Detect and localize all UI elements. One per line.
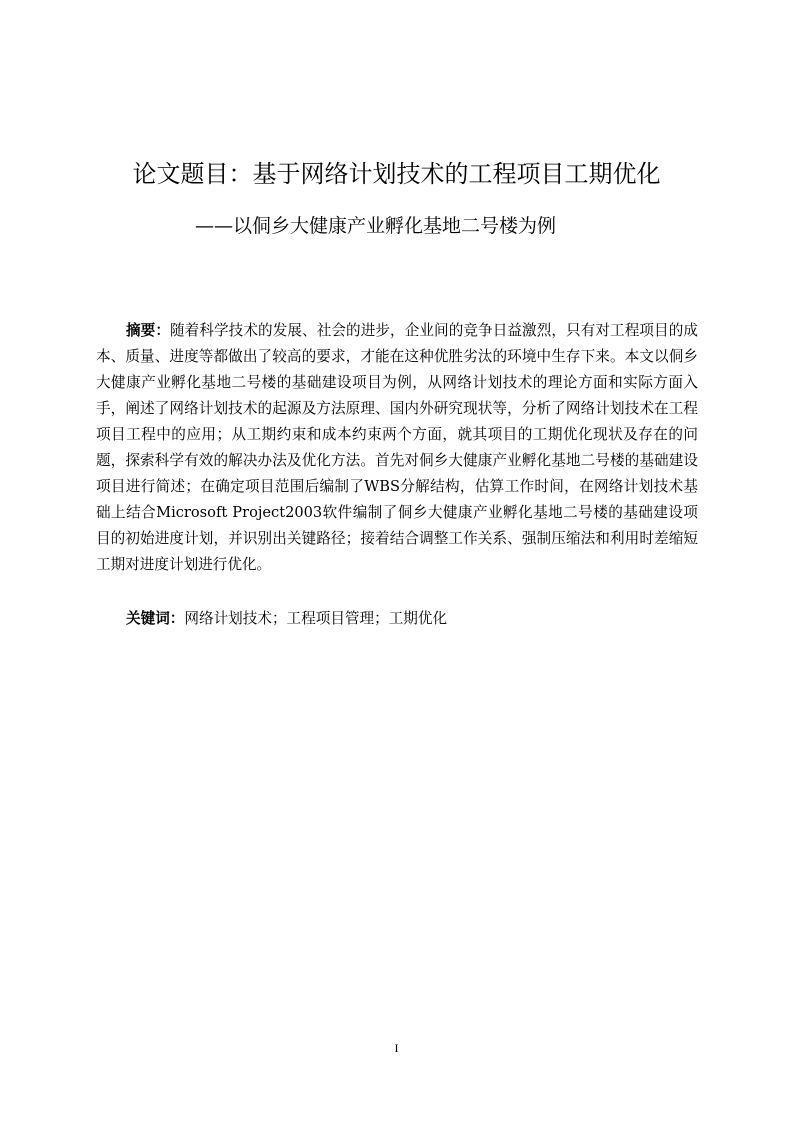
page-number: I (394, 1041, 399, 1055)
page-subtitle: ——以侗乡大健康产业孵化基地二号楼为例 (195, 215, 557, 237)
abstract-text: 随着科学技术的发展、社会的进步，企业间的竞争日益激烈，只有对工程项目的成本、质量、进度等都做出了较高的要求，才能在这种优胜劣汰的环境中生存下来。本文以侗乡大健康产业孵化基地二号楼的基础建设项目为例，从网络计划技术的理论方面和实际方面入手，阐述了网络计划技术的起源及方法原理、国内外研究现状等，分析了网络计划技术在工程项目工程中的应用；从工期约束和成本约束两个方面，就其项目的工期优化现状及存在的问题，探索科学有效的解决办法及优化方法。首先对侗乡大健康产业孵化基地二号楼的基础建设项目进行简述；在确定项目范围后编制了WBS分解结构，估算工作时间，在网络计划技术基础上结合Microsoft Project2003软件编制了侗乡大健康产业孵化基地二号楼的基础建设项目的初始进度计划，并识别出关键路径；接着结合调整工作关系、强制压缩法和利用时差缩短工期对进度计划进行优化。 (96, 322, 698, 573)
abstract-label: 摘要： (126, 322, 171, 339)
abstract-paragraph (96, 318, 698, 578)
keywords-text: 网络计划技术；工程项目管理；工期优化 (184, 610, 448, 627)
keywords-label: 关键词： (126, 610, 185, 627)
page-title: 论文题目：基于网络计划技术的工程项目工期优化 (132, 160, 661, 188)
keywords-paragraph (126, 606, 698, 632)
